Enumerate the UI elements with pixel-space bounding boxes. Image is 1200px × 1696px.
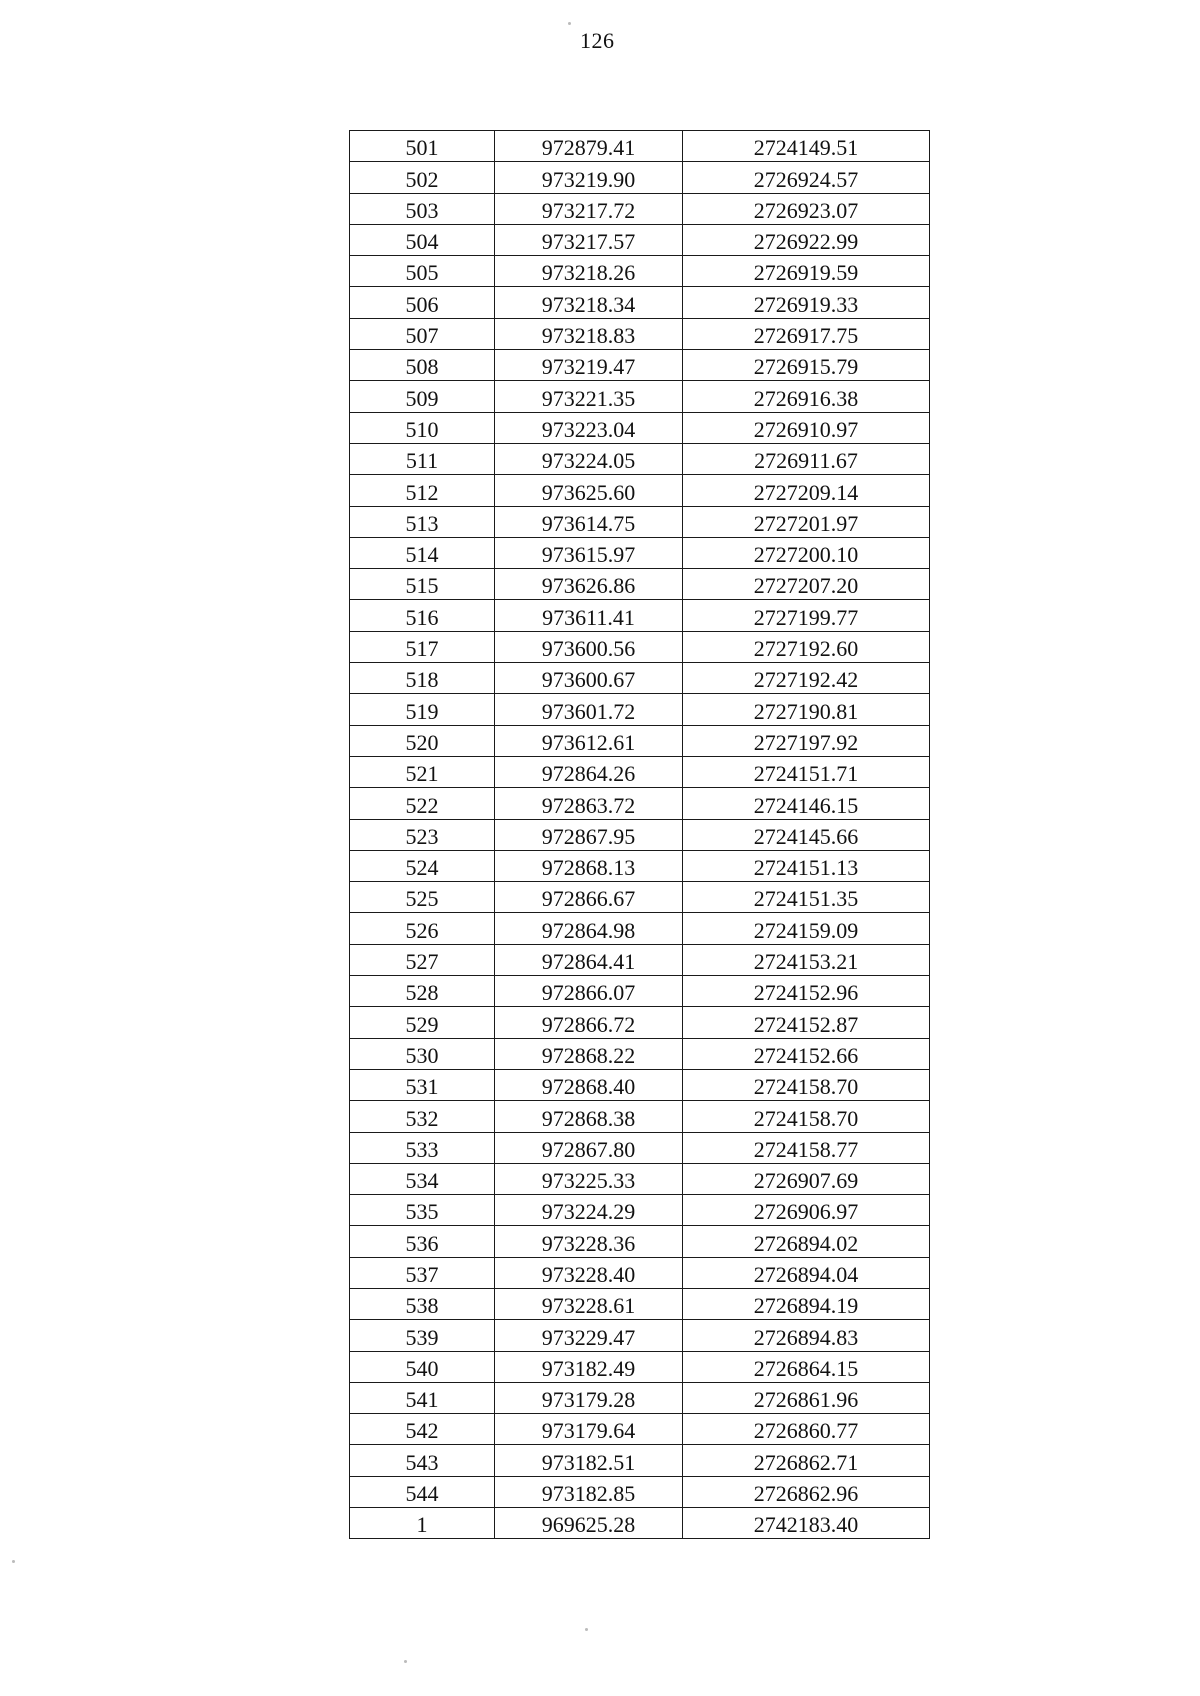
x-coordinate-cell: 973614.75: [495, 506, 683, 537]
point-number-cell: 534: [350, 1163, 495, 1194]
y-coordinate-cell: 2727207.20: [683, 569, 930, 600]
x-coordinate-cell: 973217.57: [495, 224, 683, 255]
table-row: [350, 1445, 930, 1476]
x-coordinate-cell: 972866.72: [495, 1007, 683, 1038]
point-number-cell: 542: [350, 1414, 495, 1445]
table-row: [350, 287, 930, 318]
x-coordinate-cell: 973223.04: [495, 412, 683, 443]
table-row: [350, 506, 930, 537]
point-number-cell: 506: [350, 287, 495, 318]
point-number-cell: 523: [350, 819, 495, 850]
point-number-cell: 522: [350, 788, 495, 819]
table-row: [350, 1257, 930, 1288]
x-coordinate-cell: 973600.67: [495, 663, 683, 694]
table-row: [350, 256, 930, 287]
x-coordinate-cell: 973179.64: [495, 1414, 683, 1445]
y-coordinate-cell: 2724151.13: [683, 850, 930, 881]
x-coordinate-cell: 972864.41: [495, 944, 683, 975]
table-row: [350, 1069, 930, 1100]
y-coordinate-cell: 2724152.96: [683, 976, 930, 1007]
point-number-cell: 504: [350, 224, 495, 255]
point-number-cell: 508: [350, 350, 495, 381]
point-number-cell: 521: [350, 756, 495, 787]
y-coordinate-cell: 2726910.97: [683, 412, 930, 443]
y-coordinate-cell: 2727199.77: [683, 600, 930, 631]
x-coordinate-cell: 973218.26: [495, 256, 683, 287]
x-coordinate-cell: 973615.97: [495, 537, 683, 568]
table-row: [350, 663, 930, 694]
y-coordinate-cell: 2727192.60: [683, 631, 930, 662]
y-coordinate-cell: 2726894.19: [683, 1288, 930, 1319]
x-coordinate-cell: 973182.49: [495, 1351, 683, 1382]
point-number-cell: 541: [350, 1382, 495, 1413]
table-row: [350, 537, 930, 568]
point-number-cell: 538: [350, 1288, 495, 1319]
x-coordinate-cell: 972868.40: [495, 1069, 683, 1100]
point-number-cell: 539: [350, 1320, 495, 1351]
point-number-cell: 505: [350, 256, 495, 287]
x-coordinate-cell: 973625.60: [495, 475, 683, 506]
x-coordinate-cell: 972868.38: [495, 1101, 683, 1132]
point-number-cell: 531: [350, 1069, 495, 1100]
x-coordinate-cell: 973612.61: [495, 725, 683, 756]
y-coordinate-cell: 2724153.21: [683, 944, 930, 975]
y-coordinate-cell: 2726911.67: [683, 443, 930, 474]
point-number-cell: 1: [350, 1508, 495, 1539]
point-number-cell: 520: [350, 725, 495, 756]
table-row: [350, 1101, 930, 1132]
table-row: [350, 694, 930, 725]
point-number-cell: 507: [350, 318, 495, 349]
scan-speck: [404, 1660, 407, 1663]
point-number-cell: 513: [350, 506, 495, 537]
point-number-cell: 529: [350, 1007, 495, 1038]
x-coordinate-cell: 972863.72: [495, 788, 683, 819]
table-row: [350, 1163, 930, 1194]
point-number-cell: 526: [350, 913, 495, 944]
x-coordinate-cell: 973218.34: [495, 287, 683, 318]
x-coordinate-cell: 973224.05: [495, 443, 683, 474]
table-row: [350, 443, 930, 474]
table-row: [350, 976, 930, 1007]
x-coordinate-cell: 972867.95: [495, 819, 683, 850]
y-coordinate-cell: 2727201.97: [683, 506, 930, 537]
x-coordinate-cell: 972864.98: [495, 913, 683, 944]
y-coordinate-cell: 2724151.35: [683, 882, 930, 913]
x-coordinate-cell: 972866.67: [495, 882, 683, 913]
table-row: [350, 600, 930, 631]
y-coordinate-cell: 2726862.71: [683, 1445, 930, 1476]
table-row: [350, 882, 930, 913]
y-coordinate-cell: 2724158.77: [683, 1132, 930, 1163]
table-row: [350, 193, 930, 224]
table-row: [350, 631, 930, 662]
table-row: [350, 850, 930, 881]
y-coordinate-cell: 2724159.09: [683, 913, 930, 944]
table-row: [350, 412, 930, 443]
y-coordinate-cell: 2726919.59: [683, 256, 930, 287]
x-coordinate-cell: 972879.41: [495, 131, 683, 162]
point-number-cell: 533: [350, 1132, 495, 1163]
point-number-cell: 509: [350, 381, 495, 412]
y-coordinate-cell: 2724158.70: [683, 1069, 930, 1100]
x-coordinate-cell: 973221.35: [495, 381, 683, 412]
point-number-cell: 530: [350, 1038, 495, 1069]
x-coordinate-cell: 973217.72: [495, 193, 683, 224]
point-number-cell: 535: [350, 1195, 495, 1226]
point-number-cell: 544: [350, 1476, 495, 1507]
y-coordinate-cell: 2726906.97: [683, 1195, 930, 1226]
x-coordinate-cell: 973229.47: [495, 1320, 683, 1351]
y-coordinate-cell: 2724151.71: [683, 756, 930, 787]
x-coordinate-cell: 972864.26: [495, 756, 683, 787]
y-coordinate-cell: 2727192.42: [683, 663, 930, 694]
y-coordinate-cell: 2724145.66: [683, 819, 930, 850]
point-number-cell: 537: [350, 1257, 495, 1288]
x-coordinate-cell: 973611.41: [495, 600, 683, 631]
point-number-cell: 532: [350, 1101, 495, 1132]
y-coordinate-cell: 2726917.75: [683, 318, 930, 349]
y-coordinate-cell: 2724146.15: [683, 788, 930, 819]
table-row: [350, 1288, 930, 1319]
y-coordinate-cell: 2726894.83: [683, 1320, 930, 1351]
page-number: 126: [580, 28, 615, 53]
y-coordinate-cell: 2726924.57: [683, 162, 930, 193]
x-coordinate-cell: 973224.29: [495, 1195, 683, 1226]
x-coordinate-cell: 973228.61: [495, 1288, 683, 1319]
x-coordinate-cell: 973626.86: [495, 569, 683, 600]
point-number-cell: 515: [350, 569, 495, 600]
table-row: [350, 318, 930, 349]
y-coordinate-cell: 2727209.14: [683, 475, 930, 506]
x-coordinate-cell: 973228.40: [495, 1257, 683, 1288]
point-number-cell: 501: [350, 131, 495, 162]
x-coordinate-cell: 973600.56: [495, 631, 683, 662]
point-number-cell: 510: [350, 412, 495, 443]
y-coordinate-cell: 2726907.69: [683, 1163, 930, 1194]
table-row: [350, 1320, 930, 1351]
table-row: [350, 1382, 930, 1413]
y-coordinate-cell: 2726919.33: [683, 287, 930, 318]
point-number-cell: 502: [350, 162, 495, 193]
y-coordinate-cell: 2724149.51: [683, 131, 930, 162]
point-number-cell: 543: [350, 1445, 495, 1476]
point-number-cell: 524: [350, 850, 495, 881]
scan-speck: [12, 1560, 15, 1563]
y-coordinate-cell: 2726916.38: [683, 381, 930, 412]
y-coordinate-cell: 2726922.99: [683, 224, 930, 255]
y-coordinate-cell: 2726923.07: [683, 193, 930, 224]
y-coordinate-cell: 2727197.92: [683, 725, 930, 756]
table-row: [350, 1007, 930, 1038]
point-number-cell: 518: [350, 663, 495, 694]
point-number-cell: 517: [350, 631, 495, 662]
coordinates-table: [349, 130, 930, 1539]
y-coordinate-cell: 2724158.70: [683, 1101, 930, 1132]
table-row: [350, 1195, 930, 1226]
scan-speck: [568, 22, 571, 25]
table-row: [350, 569, 930, 600]
point-number-cell: 525: [350, 882, 495, 913]
table-row: [350, 1476, 930, 1507]
table-row: [350, 1226, 930, 1257]
x-coordinate-cell: 973219.47: [495, 350, 683, 381]
point-number-cell: 519: [350, 694, 495, 725]
y-coordinate-cell: 2726864.15: [683, 1351, 930, 1382]
x-coordinate-cell: 969625.28: [495, 1508, 683, 1539]
table-row: [350, 1508, 930, 1539]
x-coordinate-cell: 973182.51: [495, 1445, 683, 1476]
x-coordinate-cell: 972868.22: [495, 1038, 683, 1069]
table-row: [350, 1038, 930, 1069]
y-coordinate-cell: 2726862.96: [683, 1476, 930, 1507]
x-coordinate-cell: 973219.90: [495, 162, 683, 193]
table-row: [350, 756, 930, 787]
point-number-cell: 527: [350, 944, 495, 975]
y-coordinate-cell: 2726894.02: [683, 1226, 930, 1257]
x-coordinate-cell: 972868.13: [495, 850, 683, 881]
table-row: [350, 788, 930, 819]
point-number-cell: 503: [350, 193, 495, 224]
y-coordinate-cell: 2726860.77: [683, 1414, 930, 1445]
table-row: [350, 162, 930, 193]
table-row: [350, 913, 930, 944]
y-coordinate-cell: 2742183.40: [683, 1508, 930, 1539]
y-coordinate-cell: 2726894.04: [683, 1257, 930, 1288]
point-number-cell: 528: [350, 976, 495, 1007]
point-number-cell: 516: [350, 600, 495, 631]
point-number-cell: 536: [350, 1226, 495, 1257]
x-coordinate-cell: 973179.28: [495, 1382, 683, 1413]
table-row: [350, 944, 930, 975]
point-number-cell: 514: [350, 537, 495, 568]
x-coordinate-cell: 972867.80: [495, 1132, 683, 1163]
point-number-cell: 512: [350, 475, 495, 506]
y-coordinate-cell: 2727190.81: [683, 694, 930, 725]
table-row: [350, 224, 930, 255]
table-row: [350, 725, 930, 756]
table-row: [350, 819, 930, 850]
table-row: [350, 381, 930, 412]
y-coordinate-cell: 2724152.66: [683, 1038, 930, 1069]
x-coordinate-cell: 972866.07: [495, 976, 683, 1007]
point-number-cell: 540: [350, 1351, 495, 1382]
y-coordinate-cell: 2726861.96: [683, 1382, 930, 1413]
x-coordinate-cell: 973218.83: [495, 318, 683, 349]
point-number-cell: 511: [350, 443, 495, 474]
y-coordinate-cell: 2727200.10: [683, 537, 930, 568]
x-coordinate-cell: 973228.36: [495, 1226, 683, 1257]
x-coordinate-cell: 973601.72: [495, 694, 683, 725]
scan-speck: [585, 1628, 588, 1631]
x-coordinate-cell: 973182.85: [495, 1476, 683, 1507]
y-coordinate-cell: 2724152.87: [683, 1007, 930, 1038]
table-row: [350, 1414, 930, 1445]
table-row: [350, 350, 930, 381]
x-coordinate-cell: 973225.33: [495, 1163, 683, 1194]
y-coordinate-cell: 2726915.79: [683, 350, 930, 381]
coordinates-table-body: [350, 131, 930, 1539]
table-row: [350, 1351, 930, 1382]
table-row: [350, 131, 930, 162]
table-row: [350, 1132, 930, 1163]
table-row: [350, 475, 930, 506]
